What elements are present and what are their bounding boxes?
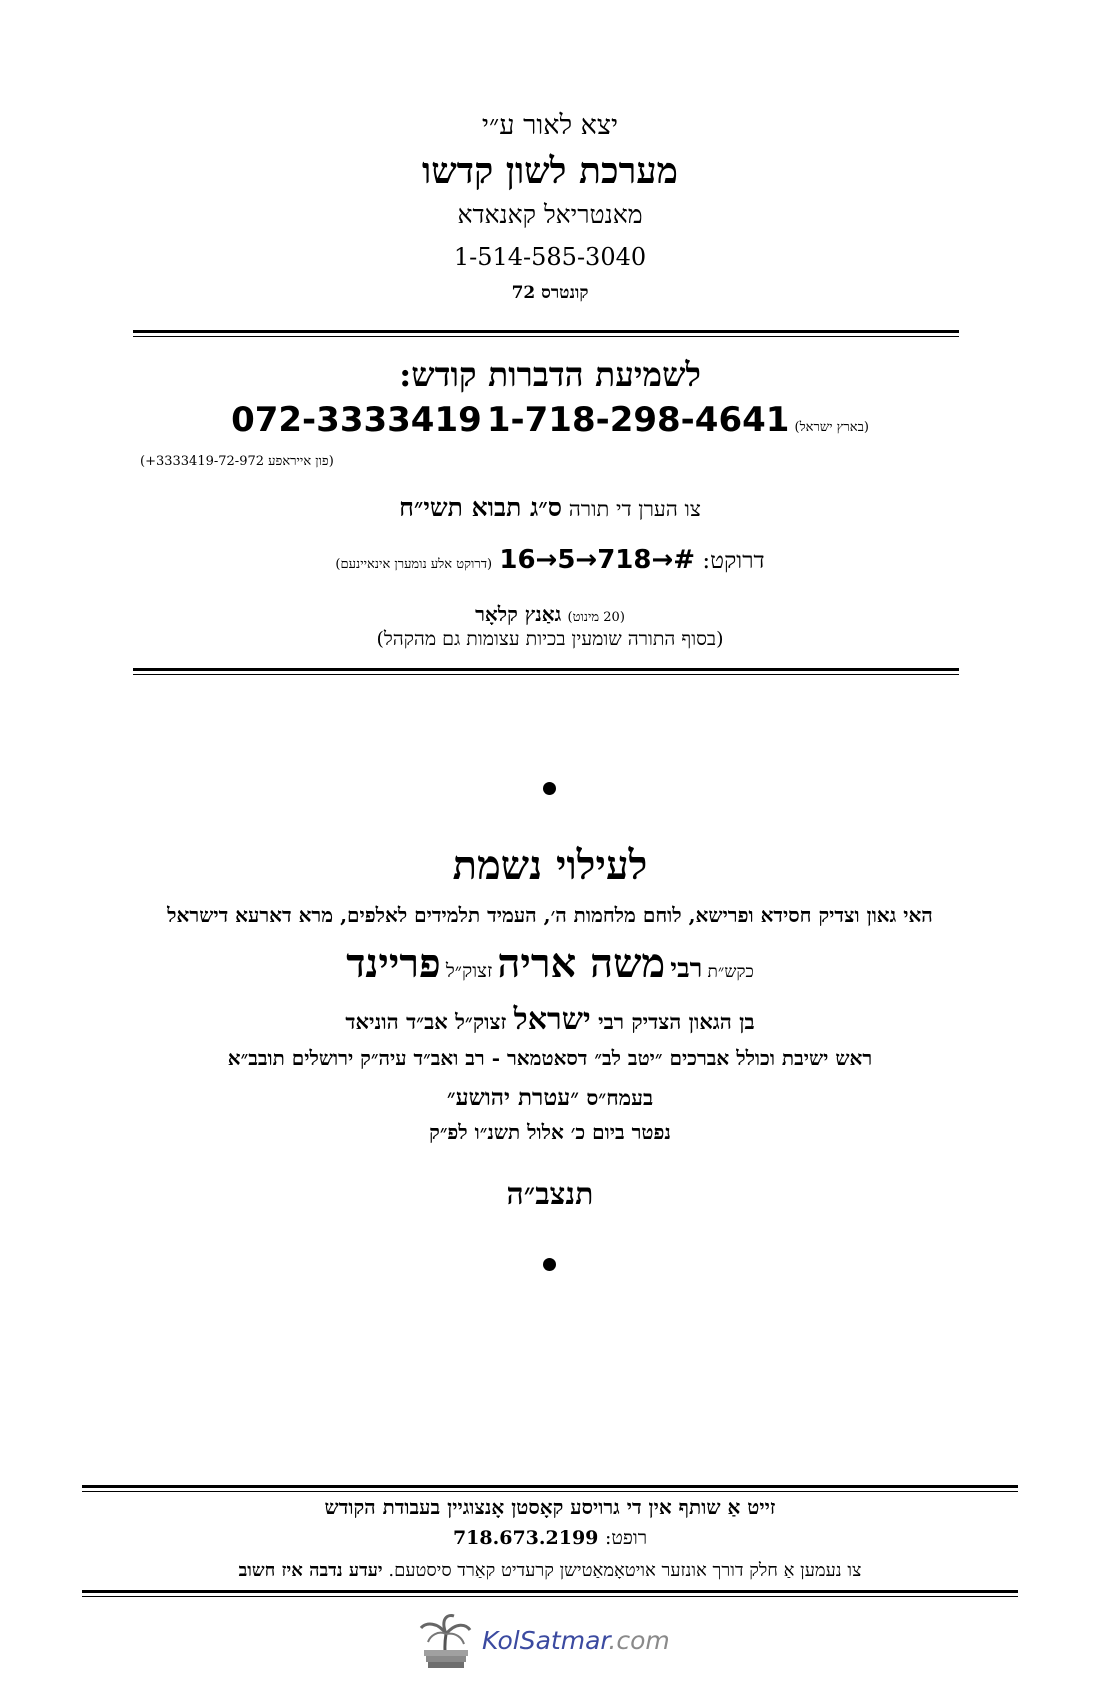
booklet-number: קונטרס 72 xyxy=(511,283,589,303)
father-name: ישראל xyxy=(513,1002,591,1037)
direct-code: 16→5→718→# xyxy=(499,545,696,575)
memorial-line6: נפטר ביום כ׳ אלול תשנ״ו לפ״ק xyxy=(429,1120,671,1144)
duration-note: (20 מינוט) xyxy=(567,610,625,625)
rabbi-surname: פריינד xyxy=(346,940,441,987)
israel-note: (בארץ ישראל) xyxy=(794,420,869,435)
memorial-father-line xyxy=(0,1002,1100,1037)
us-phone: 1-718-298-4641 xyxy=(486,400,790,440)
footer-credit-emph: יעדע נדבה איז חשוב xyxy=(238,1560,383,1581)
torah-line xyxy=(0,493,1100,523)
direct-note: (דרוקט אלע נומערן אינאיינעם) xyxy=(335,557,493,572)
book-name: ״עטרת יהושע״ xyxy=(446,1084,580,1111)
footer-phone: 718.673.2199 xyxy=(452,1527,599,1549)
footer-phone-line xyxy=(0,1527,1100,1550)
direct-line xyxy=(0,545,1100,575)
memorial-line1: האי גאון וצדיק חסידא ופרישא, לוחם מלחמות ה׳, העמיד תלמידים לאלפים, מרא דארעא דישראל xyxy=(167,903,933,927)
mid-double-rule xyxy=(133,668,959,675)
end-note: (בסוף התורה שומעין בכיות עצומות גם מהקהל) xyxy=(376,628,724,650)
hotline-phones xyxy=(230,400,870,440)
palm-tree-books-icon xyxy=(418,1612,474,1672)
logo-text xyxy=(482,1626,670,1655)
footer-credit-line xyxy=(0,1560,1100,1581)
duration-line xyxy=(0,602,1100,627)
kolsatmar-logo[interactable] xyxy=(418,1612,698,1674)
rabbi-title: רבי xyxy=(670,954,703,984)
rabbi-honorific: זצוק״ל xyxy=(445,960,493,982)
org-phone: 1-514-585-3040 xyxy=(453,243,647,271)
hotline-title: לשמיעת הדברות קודש: xyxy=(399,355,701,394)
bullet-dot-top xyxy=(543,782,556,795)
europe-note: (פון אייראפע 3333419-72-972+) xyxy=(140,454,334,469)
direct-label: דרוקט: xyxy=(702,548,765,574)
footer-bottom-rule xyxy=(82,1590,1018,1597)
book-prefix: בעמח״ס xyxy=(586,1085,654,1110)
footer-credit-note: צו נעמען אַ חלק דורך אונזער אויטאָמאַטישן קרעדיט קאַרד סיסטעם. xyxy=(388,1560,862,1581)
rabbi-name: משה אריה xyxy=(497,940,666,987)
name-prefix: כקש״ת xyxy=(707,962,754,982)
org-name: מערכת לשון קדשו xyxy=(421,150,678,192)
published-by: יצא לאור ע״י xyxy=(481,110,619,141)
bullet-dot-bottom xyxy=(543,1258,556,1271)
memorial-line4: ראש ישיבת וכולל אברכים ״יטב לב״ דסאטמאר - רב ואב״ד עיה״ק ירושלים תובב״א xyxy=(227,1046,873,1070)
logo-brand: KolSatmar xyxy=(482,1626,609,1655)
torah-prefix: צו הערן די תורה xyxy=(568,497,701,521)
memorial-name-line xyxy=(0,940,1100,987)
tanzvah: תנצב״ה xyxy=(506,1177,594,1212)
father-suffix: זצוק״ל אב״ד הוניאד xyxy=(345,1009,507,1034)
footer-partner: זייט אַ שותף אין די גרויסע קאָסטן אָנצוגיין בעבודת הקודש xyxy=(324,1495,776,1519)
top-double-rule xyxy=(133,330,959,337)
israel-phone: 072-3333419 xyxy=(231,400,482,440)
logo-domain: .com xyxy=(608,1626,670,1655)
footer-phone-label: רופט: xyxy=(605,1527,648,1549)
memorial-line5 xyxy=(0,1084,1100,1111)
torah-name: ס״ג תבוא תשי״ח xyxy=(399,493,562,522)
org-city: מאנטריאל קאנאדא xyxy=(457,200,643,229)
footer-top-rule xyxy=(82,1485,1018,1492)
memorial-title: לעילוי נשמת xyxy=(452,842,648,889)
full-cry: גאַנץ קלאָר xyxy=(475,602,562,626)
father-prefix: בן הגאון הצדיק רבי xyxy=(598,1009,755,1034)
